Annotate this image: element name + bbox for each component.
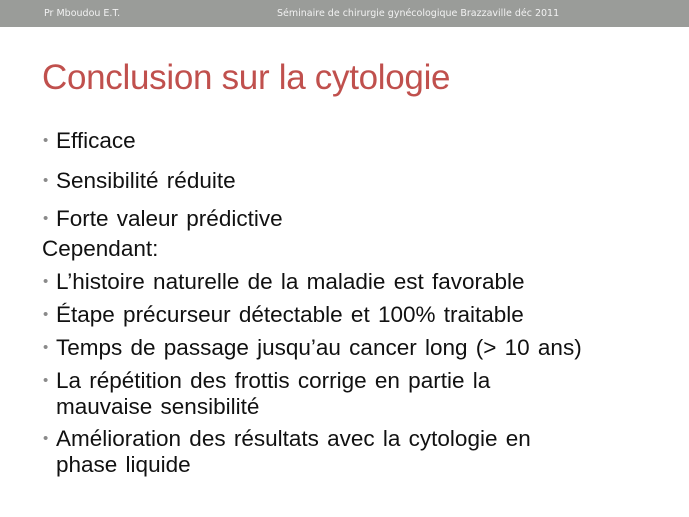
bullet-dot-icon: • xyxy=(43,132,49,149)
bullet-item xyxy=(43,302,524,327)
bullet-text: La répétition des frottis corrige en partie la xyxy=(56,368,491,393)
slide-title: Conclusion sur la cytologie xyxy=(42,58,451,97)
bullet-item xyxy=(43,269,525,294)
bullet-dot-icon: • xyxy=(43,172,49,189)
subheading: Cependant: xyxy=(42,236,159,261)
header-author: Pr Mboudou E.T. xyxy=(44,8,121,19)
bullet-text: Efficace xyxy=(56,128,136,153)
bullet-text: Forte valeur prédictive xyxy=(56,206,283,231)
bullet-text: Temps de passage jusqu’au cancer long (> 10 ans) xyxy=(56,335,582,360)
bullet-dot-icon: • xyxy=(43,339,49,356)
header-event: Séminaire de chirurgie gynécologique Brazzaville déc 2011 xyxy=(277,8,560,19)
bullet-text: Amélioration des résultats avec la cytologie en xyxy=(56,426,531,451)
bullet-continuation: phase liquide xyxy=(56,452,191,477)
bullet-item xyxy=(43,168,236,193)
bullet-item xyxy=(43,335,582,360)
bullet-dot-icon: • xyxy=(43,372,49,389)
bullet-text: Étape précurseur détectable et 100% traitable xyxy=(56,302,524,327)
bullet-item xyxy=(43,128,136,153)
bullet-item xyxy=(43,206,283,231)
bullet-item xyxy=(43,368,491,393)
bullet-dot-icon: • xyxy=(43,210,49,227)
bullet-item xyxy=(43,426,531,451)
bullet-text: Sensibilité réduite xyxy=(56,168,236,193)
bullet-continuation: mauvaise sensibilité xyxy=(56,394,260,419)
bullet-dot-icon: • xyxy=(43,306,49,323)
bullet-text: L’histoire naturelle de la maladie est favorable xyxy=(56,269,525,294)
bullet-dot-icon: • xyxy=(43,430,49,447)
bullet-dot-icon: • xyxy=(43,273,49,290)
